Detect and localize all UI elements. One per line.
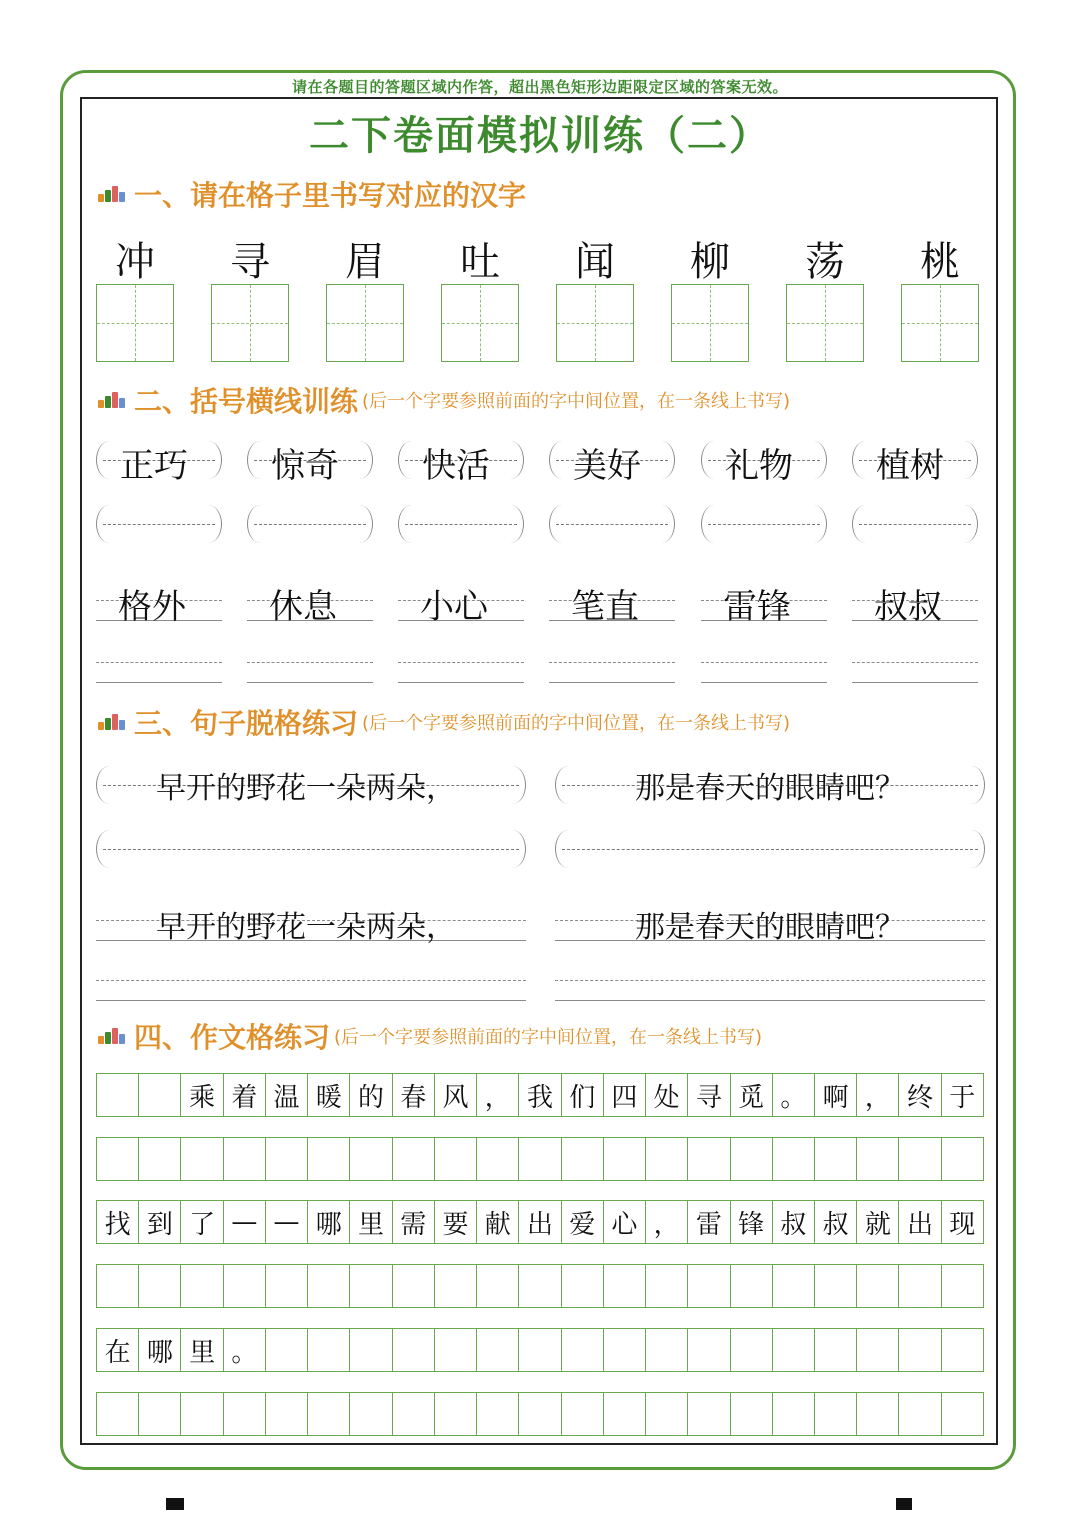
essay-cell [139, 1138, 181, 1180]
essay-cell: 风 [435, 1074, 477, 1116]
page-title: 二下卷面模拟训练（二） [309, 112, 771, 159]
model-char: 桃 [920, 239, 960, 285]
midline [405, 524, 517, 525]
essay-cell [773, 1138, 815, 1180]
book-icon [98, 1028, 128, 1044]
tianzige-cell [326, 284, 404, 362]
essay-cell [646, 1138, 688, 1180]
essay-cell [604, 1393, 646, 1435]
guide-dashed-line [96, 662, 222, 663]
essay-cell: ， [646, 1201, 688, 1243]
midline [708, 524, 820, 525]
essay-cell [97, 1393, 139, 1435]
tianzige-cell [901, 284, 979, 362]
practice-word: 正巧 [120, 446, 188, 486]
essay-cell: 献 [477, 1201, 519, 1243]
guide-base-line [96, 1000, 526, 1001]
essay-cell [519, 1393, 561, 1435]
essay-cell [773, 1265, 815, 1307]
essay-cell: 里 [350, 1201, 392, 1243]
midline [859, 524, 971, 525]
essay-cell [646, 1265, 688, 1307]
practice-word: 快活 [422, 446, 490, 486]
essay-cell: 出 [899, 1201, 941, 1243]
practice-word: 格外 [118, 587, 186, 627]
essay-cell: 乘 [181, 1074, 223, 1116]
essay-cell: 啊 [815, 1074, 857, 1116]
essay-cell [942, 1393, 983, 1435]
essay-cell [604, 1329, 646, 1371]
essay-cell: 春 [393, 1074, 435, 1116]
essay-cell [139, 1074, 181, 1116]
essay-cell: 雷 [688, 1201, 730, 1243]
essay-cell: 于 [949, 1082, 976, 1113]
essay-cell: 锋 [731, 1201, 773, 1243]
essay-cell [477, 1329, 519, 1371]
essay-cell [477, 1393, 519, 1435]
essay-cell: 就 [857, 1201, 899, 1243]
essay-cell [519, 1265, 561, 1307]
essay-cell: 。 [224, 1329, 266, 1371]
practice-word: 休息 [269, 587, 337, 627]
essay-cell [857, 1329, 899, 1371]
essay-cell [815, 1393, 857, 1435]
essay-cell: 要 [435, 1201, 477, 1243]
sentence-bracket-box [96, 830, 526, 868]
essay-cell: 们 [562, 1074, 604, 1116]
essay-cell [350, 1393, 392, 1435]
essay-cell [562, 1138, 604, 1180]
essay-cell [435, 1393, 477, 1435]
essay-cell: 哪 [139, 1329, 181, 1371]
essay-cell [308, 1393, 350, 1435]
bracket-line-box [247, 505, 373, 543]
practice-word: 叔叔 [874, 587, 942, 627]
practice-word: 笔直 [571, 587, 639, 627]
section-4-title: 四、作文格练习 [134, 1021, 331, 1054]
practice-word: 礼物 [725, 446, 793, 486]
model-sentence: 早开的野花一朵两朵， [156, 771, 456, 806]
section-2-title: 二、括号横线训练 [134, 385, 359, 418]
tianzige-cell [441, 284, 519, 362]
essay-cell [97, 1074, 139, 1116]
book-icon [98, 392, 128, 408]
essay-cell [604, 1265, 646, 1307]
book-icon [98, 186, 128, 202]
essay-cell [308, 1138, 350, 1180]
essay-text-row [96, 1200, 984, 1244]
essay-cell [308, 1265, 350, 1307]
guide-base-line [398, 682, 524, 683]
essay-cell: 寻 [688, 1074, 730, 1116]
answer-area-notice: 请在各题目的答题区域内作答，超出黑色矩形边距限定区域的答案无效。 [291, 78, 788, 96]
model-char: 荡 [805, 239, 845, 285]
bracket-line-box [852, 505, 978, 543]
essay-cell [308, 1329, 350, 1371]
guide-dashed-line [701, 662, 827, 663]
bracket-line-box [549, 505, 675, 543]
essay-cell: ， [477, 1074, 519, 1116]
essay-cell [604, 1138, 646, 1180]
model-char: 眉 [345, 239, 385, 285]
essay-cell: 哪 [308, 1201, 350, 1243]
essay-cell: 四 [604, 1074, 646, 1116]
essay-cell: 叔 [815, 1201, 857, 1243]
essay-cell [899, 1265, 941, 1307]
essay-cell [688, 1393, 730, 1435]
section-3-note: (后一个字要参照前面的字中间位置，在一条线上书写) [362, 713, 791, 734]
essay-cell [393, 1329, 435, 1371]
essay-cell: 着 [224, 1074, 266, 1116]
essay-cell [731, 1138, 773, 1180]
essay-cell: 爱 [562, 1201, 604, 1243]
essay-cell [857, 1138, 899, 1180]
bracket-line-box [96, 505, 222, 543]
scan-mark-left [166, 1498, 184, 1510]
model-char: 闻 [575, 239, 615, 285]
essay-cell [942, 1138, 983, 1180]
essay-cell [688, 1138, 730, 1180]
tianzige-cell [211, 284, 289, 362]
essay-cell [899, 1393, 941, 1435]
essay-cell [562, 1393, 604, 1435]
essay-cell: 的 [350, 1074, 392, 1116]
essay-cell [942, 1329, 983, 1371]
essay-cell: 叔 [773, 1201, 815, 1243]
practice-word: 美好 [573, 446, 641, 486]
guide-dashed-line [398, 662, 524, 663]
essay-cell [393, 1138, 435, 1180]
section-2-note: (后一个字要参照前面的字中间位置，在一条线上书写) [362, 391, 791, 412]
essay-cell: 终 [899, 1074, 941, 1116]
essay-cell [224, 1265, 266, 1307]
essay-cell [773, 1329, 815, 1371]
essay-text-row [96, 1328, 984, 1372]
model-char: 吐 [460, 239, 500, 285]
essay-blank-row [96, 1264, 984, 1308]
tianzige-cell [96, 284, 174, 362]
practice-word: 植树 [876, 446, 944, 486]
essay-cell [899, 1329, 941, 1371]
essay-cell: 里 [181, 1329, 223, 1371]
essay-cell [181, 1138, 223, 1180]
tianzige-cell [556, 284, 634, 362]
essay-cell: — [224, 1201, 266, 1243]
essay-cell [435, 1265, 477, 1307]
essay-cell [815, 1329, 857, 1371]
guide-dashed-line [96, 980, 526, 981]
essay-text-row [96, 1073, 984, 1117]
essay-cell [562, 1265, 604, 1307]
section-4-heading [98, 1016, 762, 1056]
essay-cell [519, 1138, 561, 1180]
section-1-title: 一、请在格子里书写对应的汉字 [134, 179, 527, 212]
practice-word: 惊奇 [271, 446, 339, 486]
essay-cell [731, 1329, 773, 1371]
essay-cell: 心 [604, 1201, 646, 1243]
essay-cell [857, 1265, 899, 1307]
section-2-heading [98, 380, 790, 420]
essay-cell: 出 [519, 1201, 561, 1243]
essay-cell [688, 1329, 730, 1371]
essay-cell: 在 [97, 1329, 139, 1371]
essay-cell [899, 1138, 941, 1180]
essay-cell [224, 1393, 266, 1435]
essay-cell [224, 1138, 266, 1180]
tianzige-cell [786, 284, 864, 362]
essay-cell [646, 1393, 688, 1435]
essay-cell [477, 1265, 519, 1307]
model-sentence: 那是春天的眼睛吧？ [635, 910, 905, 945]
essay-cell [181, 1265, 223, 1307]
essay-cell [477, 1138, 519, 1180]
essay-cell: ， [857, 1074, 899, 1116]
guide-dashed-line [247, 662, 373, 663]
essay-cell [266, 1393, 308, 1435]
guide-base-line [247, 682, 373, 683]
essay-cell [266, 1265, 308, 1307]
bracket-line-box [701, 505, 827, 543]
essay-cell: 到 [139, 1201, 181, 1243]
essay-cell [815, 1265, 857, 1307]
essay-cell [350, 1329, 392, 1371]
essay-cell [646, 1329, 688, 1371]
essay-cell: 需 [393, 1201, 435, 1243]
essay-cell: — [266, 1201, 308, 1243]
guide-base-line [701, 682, 827, 683]
essay-cell [139, 1265, 181, 1307]
tianzige-cell [671, 284, 749, 362]
essay-cell: 温 [266, 1074, 308, 1116]
essay-cell: 我 [519, 1074, 561, 1116]
model-char: 柳 [690, 239, 730, 285]
essay-cell: 。 [773, 1074, 815, 1116]
essay-cell [139, 1393, 181, 1435]
essay-cell [350, 1138, 392, 1180]
model-sentence: 那是春天的眼睛吧？ [635, 771, 905, 806]
book-icon [98, 714, 128, 730]
essay-blank-row [96, 1137, 984, 1181]
bracket-line-box [398, 505, 524, 543]
midline [556, 524, 668, 525]
midline [103, 849, 519, 850]
guide-dashed-line [555, 980, 985, 981]
essay-cell [393, 1393, 435, 1435]
model-char: 寻 [230, 239, 270, 285]
essay-cell [266, 1138, 308, 1180]
essay-cell [857, 1393, 899, 1435]
section-3-heading [98, 702, 790, 742]
essay-cell [181, 1393, 223, 1435]
essay-cell [97, 1265, 139, 1307]
midline [254, 524, 366, 525]
essay-cell [815, 1138, 857, 1180]
essay-cell [350, 1265, 392, 1307]
guide-base-line [96, 682, 222, 683]
section-4-note: (后一个字要参照前面的字中间位置，在一条线上书写) [334, 1027, 763, 1048]
midline [562, 849, 978, 850]
essay-cell [435, 1329, 477, 1371]
essay-cell [519, 1329, 561, 1371]
essay-cell [562, 1329, 604, 1371]
essay-cell [773, 1393, 815, 1435]
essay-cell: 暖 [308, 1074, 350, 1116]
model-sentence: 早开的野花一朵两朵， [156, 910, 456, 945]
practice-word: 雷锋 [723, 587, 791, 627]
essay-cell: 找 [97, 1201, 139, 1243]
essay-cell: 了 [181, 1201, 223, 1243]
essay-cell: 处 [646, 1074, 688, 1116]
guide-base-line [549, 682, 675, 683]
model-char: 冲 [115, 239, 155, 285]
essay-cell [688, 1265, 730, 1307]
guide-base-line [852, 682, 978, 683]
essay-cell: 觅 [731, 1074, 773, 1116]
section-3-title: 三、句子脱格练习 [134, 707, 359, 740]
guide-base-line [555, 1000, 985, 1001]
essay-cell [266, 1329, 308, 1371]
guide-dashed-line [852, 662, 978, 663]
sentence-bracket-box [555, 830, 985, 868]
section-1-heading [98, 174, 526, 214]
guide-dashed-line [549, 662, 675, 663]
scan-mark-right [896, 1498, 912, 1510]
essay-cell [97, 1138, 139, 1180]
essay-blank-row [96, 1392, 984, 1436]
midline [103, 524, 215, 525]
practice-word: 小心 [420, 587, 488, 627]
essay-cell [731, 1265, 773, 1307]
essay-cell [942, 1265, 983, 1307]
essay-cell [393, 1265, 435, 1307]
essay-cell: 现 [949, 1209, 976, 1240]
essay-cell [435, 1138, 477, 1180]
essay-cell [731, 1393, 773, 1435]
